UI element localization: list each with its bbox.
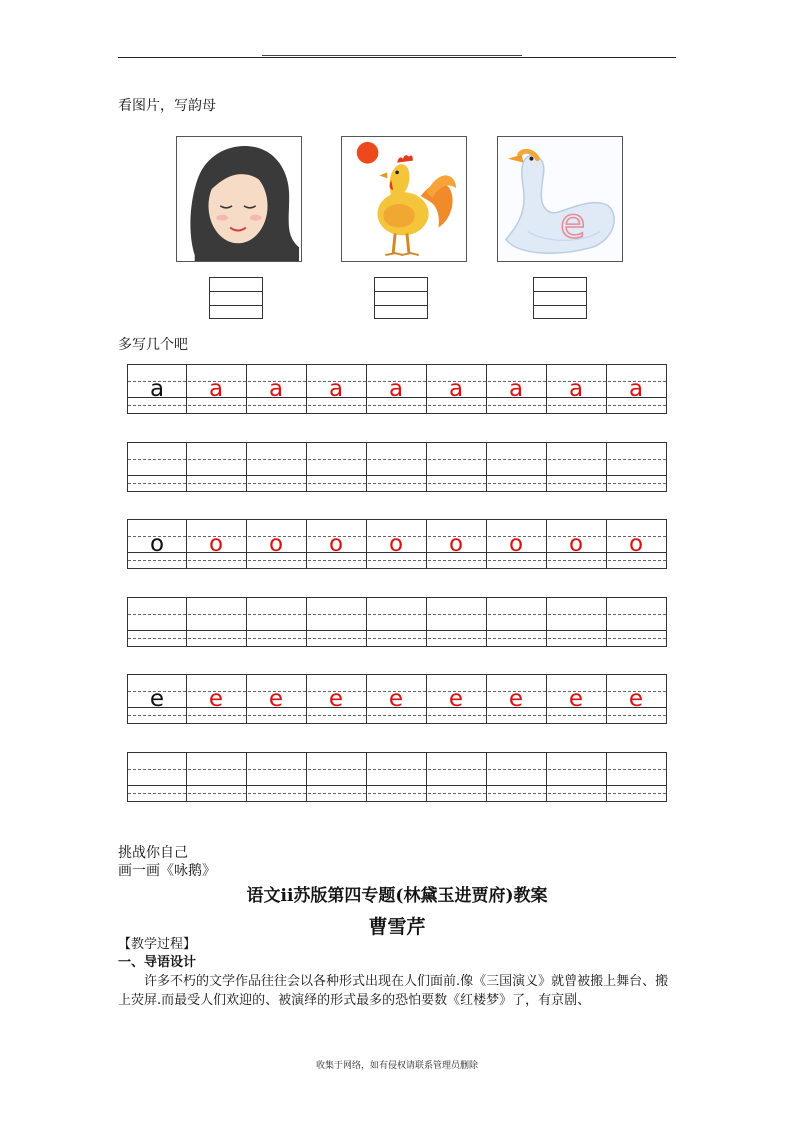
cell-divider [606, 753, 607, 801]
practice-row[interactable] [127, 752, 667, 802]
cell-divider [186, 753, 187, 801]
trace-letter: e [628, 686, 644, 712]
cell-divider [306, 598, 307, 646]
trace-letter: o [568, 531, 584, 557]
trace-letter: a [628, 376, 644, 402]
trace-letter: o [508, 531, 524, 557]
document-author: 曹雪芹 [368, 916, 426, 938]
cell-divider [366, 598, 367, 646]
cell-divider [246, 598, 247, 646]
trace-letter: a [208, 376, 224, 402]
goose-icon [498, 137, 622, 261]
cell-divider [246, 753, 247, 801]
cell-divider [426, 443, 427, 491]
trace-letter: a [508, 376, 524, 402]
guide-line [128, 475, 666, 476]
instruction-draw-poem: 画一画《咏鹅》 [118, 863, 216, 879]
cell-divider [246, 443, 247, 491]
cell-divider [606, 598, 607, 646]
trace-letter: o [388, 531, 404, 557]
trace-letter: o [328, 531, 344, 557]
goose-e-letter: e [560, 199, 586, 248]
section-process-heading: 【教学过程】 [118, 937, 197, 952]
section-intro-heading: 一、导语设计 [118, 955, 197, 970]
rooster-icon [342, 137, 466, 261]
cell-divider [486, 598, 487, 646]
cell-divider [546, 598, 547, 646]
guide-line [128, 793, 666, 794]
cell-divider [486, 753, 487, 801]
instruction-challenge: 挑战你自己 [118, 845, 188, 861]
trace-letter: o [628, 531, 644, 557]
trace-letter: e [208, 686, 224, 712]
practice-row[interactable] [127, 674, 667, 724]
girl-face-icon [177, 137, 301, 261]
trace-letter: a [328, 376, 344, 402]
practice-row[interactable] [127, 442, 667, 492]
trace-letter: e [448, 686, 464, 712]
instruction-write-more: 多写几个吧 [118, 337, 188, 353]
guide-line [128, 785, 666, 786]
trace-letter: a [448, 376, 464, 402]
practice-row[interactable] [127, 519, 667, 569]
guide-line [128, 630, 666, 631]
cell-divider [546, 443, 547, 491]
cell-divider [366, 753, 367, 801]
cell-divider [306, 753, 307, 801]
instruction-look-and-write: 看图片，写韵母 [118, 98, 216, 114]
guide-line [128, 459, 666, 460]
guide-line [128, 638, 666, 639]
picture-rooster [341, 136, 467, 262]
guide-line [128, 769, 666, 770]
trace-letter: o [268, 531, 284, 557]
intro-paragraph: 许多不朽的文学作品往往会以各种形式出现在人们面前.像《三国演义》就曾被搬上舞台、搬上荧屏.而最受人们欢迎的、被演绎的形式最多的恐怕要数《红楼梦》了，有京剧、 [118, 974, 669, 1008]
cell-divider [606, 443, 607, 491]
trace-letter: a [568, 376, 584, 402]
header-rule-short [262, 55, 522, 56]
answer-box-3[interactable] [533, 277, 587, 319]
trace-letter: a [388, 376, 404, 402]
cell-divider [306, 443, 307, 491]
practice-row[interactable] [127, 597, 667, 647]
cell-divider [186, 443, 187, 491]
model-letter: e [149, 686, 165, 712]
picture-girl [176, 136, 302, 262]
cell-divider [186, 598, 187, 646]
answer-box-2[interactable] [374, 277, 428, 319]
trace-letter: e [508, 686, 524, 712]
header-rule [118, 57, 676, 58]
trace-letter: e [328, 686, 344, 712]
trace-letter: e [268, 686, 284, 712]
guide-line [128, 483, 666, 484]
cell-divider [546, 753, 547, 801]
trace-letter: o [208, 531, 224, 557]
answer-box-1[interactable] [209, 277, 263, 319]
model-letter: a [149, 376, 165, 402]
cell-divider [366, 443, 367, 491]
cell-divider [426, 598, 427, 646]
practice-row[interactable] [127, 364, 667, 414]
trace-letter: a [268, 376, 284, 402]
model-letter: o [149, 531, 165, 557]
trace-letter: e [568, 686, 584, 712]
document-title: 语文ii苏版第四专题(林黛玉进贾府)教案 [246, 886, 548, 906]
cell-divider [426, 753, 427, 801]
picture-goose [497, 136, 623, 262]
trace-letter: e [388, 686, 404, 712]
footer-note: 收集于网络，如有侵权请联系管理员删除 [315, 1061, 478, 1071]
trace-letter: o [448, 531, 464, 557]
guide-line [128, 614, 666, 615]
cell-divider [486, 443, 487, 491]
